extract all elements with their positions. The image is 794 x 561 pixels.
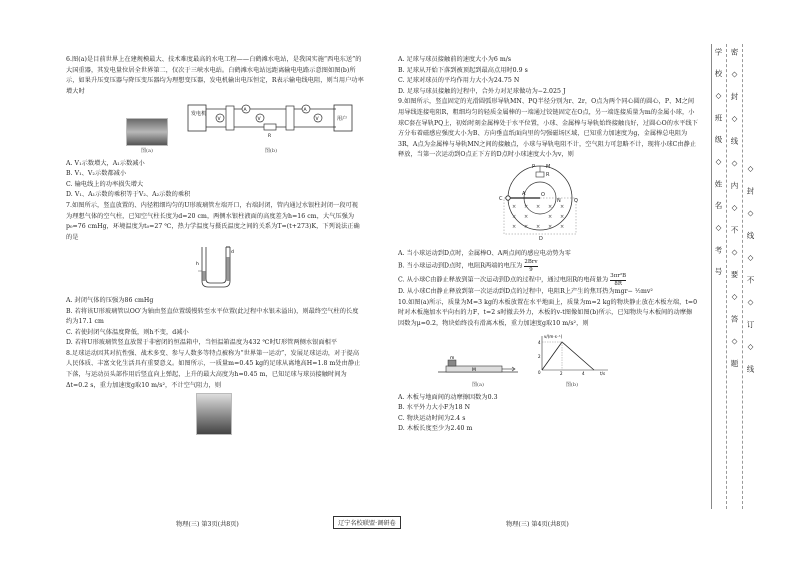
q7-option-d: D. 若将U形玻璃管竖直放置于非密闭的恒温箱中，当恒温箱温度为432 ℃时U形管两侧水银面相平 bbox=[66, 339, 338, 347]
vt-graph bbox=[532, 332, 612, 376]
q9-option-d-row bbox=[398, 287, 698, 298]
q10-fig-a-caption: 图(a) bbox=[471, 382, 485, 389]
svg-text:×: × bbox=[512, 223, 517, 230]
q8-figure bbox=[196, 393, 364, 435]
vt-origin: 0 bbox=[538, 369, 541, 375]
q10-option-a: A. 木板与地面间的动摩擦因数为0.3 bbox=[398, 393, 498, 401]
q8-stem: 8.足球运动因其对抗性强、战术多变、参与人数多等特点被称为“世界第一运动”，发展足球运动，对于提高人民体质、丰富文化生活具有重要意义。如图所示，一质量m=0.45 kg的足球从离地高H=1.8 m处由静止下落，与运动员头部作用后竖直向上弹起，上升的最大高度为h=0.45 m，已知足球与球员接触时间为Δt=0.2 s，重力加速度g取10 m/s²，不计空气阻力，则 bbox=[66, 349, 361, 389]
binding-text-line: ◇封◇线◇不◇订◇线 bbox=[746, 164, 755, 387]
q9-option-b-denominator: 9 bbox=[529, 266, 533, 273]
footer-page-3: 物理(三) 第3页(共8页) bbox=[176, 521, 239, 528]
svg-text:×: × bbox=[548, 213, 553, 220]
svg-text:V: V bbox=[257, 117, 261, 123]
label-p: P bbox=[532, 163, 536, 170]
q7-figure bbox=[196, 245, 364, 294]
q8-option-c: C. 足球对球员的平均作用力大小为24.75 N bbox=[398, 77, 520, 85]
binding-dash-2 bbox=[742, 44, 743, 509]
q9-option-b-numerator: 2Brv bbox=[524, 259, 538, 266]
right-column bbox=[398, 55, 698, 435]
label-small-m: m bbox=[450, 355, 455, 361]
q6-option-d: D. V₁、A₁示数的乘积等于V₂、A₂示数的乘积 bbox=[66, 191, 191, 199]
label-a: A bbox=[522, 190, 526, 197]
q9-option-d: D. 从小球C由静止释放到第一次运动到D点的过程中，电阻R上产生的焦耳热为mgr− bbox=[398, 288, 633, 296]
q10-option-b: B. 水平外力大小F为18 N bbox=[398, 404, 471, 412]
svg-text:×: × bbox=[536, 203, 541, 210]
svg-text:×: × bbox=[536, 223, 541, 230]
q6-option-a: A. V₁示数增大，A₁示数减小 bbox=[66, 159, 145, 167]
label-q: Q bbox=[574, 197, 578, 204]
label-n: N bbox=[557, 197, 561, 204]
footer-page-4: 物理(三) 第4页(共8页) bbox=[506, 521, 569, 528]
q9-option-b-fraction bbox=[524, 259, 537, 273]
q10-option-c: C. 物块运动时间为2.4 s bbox=[398, 414, 466, 422]
q10-option-d: D. 木板长度至少为2.40 m bbox=[398, 425, 473, 433]
q8-option-a: A. 足球与球员接触前的速度大小为6 m/s bbox=[398, 56, 512, 63]
q7-option-b: B. 若将该U形玻璃管以OO′为轴由竖直位置缓慢转至水平位置(此过程中水银未溢出)，则最终空气柱的长度约为17.1 cm bbox=[66, 307, 359, 326]
q6-stem: 6.图(a)是目前世界上在建规模最大、技术难度最高的水电工程——白鹤滩水电站，是我国实施“西电东送”的大国重器，其发电量位居全世界第二，仅次于三峡水电站。白鹤滩水电站远距离输电电路示意图如图(b)所示，如果升压变压器与降压变压器均为理想变压器，发电机输出电压恒定，R表示输电线电阻，则当用户功率增大时 bbox=[66, 56, 364, 95]
footer-brand: 辽宁名校联盟·调研卷 bbox=[333, 516, 401, 529]
q10-fig-b-caption: 图(b) bbox=[565, 382, 579, 389]
q7-option-a: A. 封闭气体的压强为86 cmHg bbox=[66, 296, 154, 304]
svg-text:V: V bbox=[217, 117, 221, 123]
q9-option-c-numerator: 3πr²B bbox=[610, 273, 627, 280]
svg-text:×: × bbox=[560, 223, 565, 230]
q6-fig-a bbox=[126, 118, 168, 157]
label-r: R bbox=[546, 171, 550, 178]
binding-text-warning: 密◇封◇线◇内◇不◇要◇答◇题 bbox=[730, 48, 739, 381]
q9-figure bbox=[498, 164, 698, 247]
football-player-photo bbox=[196, 393, 232, 435]
svg-text:×: × bbox=[560, 203, 565, 210]
q7-stem: 7.如图所示，竖直放置的、内径粗细均匀的U形玻璃管左端开口，右端封闭，管内通过水银柱封闭一段可视为理想气体的空气柱，已知空气柱长度为d=20 cm，两侧水银柱液面的高度差为h=16 cm，大气压强为p₀=76 cmHg，环境温度为t₀=27 ℃，热力学温度与摄氏温度之间的关系为T=(t+273)K，下列说法正确的是 bbox=[66, 201, 360, 241]
vt-x-tick-4: 4 bbox=[582, 370, 585, 376]
svg-text:V: V bbox=[315, 117, 319, 123]
q6-option-c: C. 输电线上的功率损失增大 bbox=[66, 180, 144, 188]
label-m: M bbox=[546, 163, 551, 170]
vt-y-tick-2: 2 bbox=[538, 353, 541, 359]
svg-text:×: × bbox=[524, 203, 529, 210]
q9-option-a: A. 当小球运动到D点时，金属棒O、A两点间的感应电动势为零 bbox=[398, 249, 571, 257]
vt-x-tick-2: 2 bbox=[560, 370, 563, 376]
label-big-m: M bbox=[472, 367, 476, 373]
left-column bbox=[66, 55, 364, 435]
q6-option-b: B. V₁、V₂示数都减小 bbox=[66, 170, 127, 178]
svg-text:A: A bbox=[243, 108, 247, 114]
q9-option-b-row bbox=[398, 259, 698, 273]
q6-fig-a-caption: 图(a) bbox=[140, 147, 154, 154]
q8-option-b: B. 足球从开始下落到被顶起到最高点用时0.9 s bbox=[398, 66, 528, 74]
svg-text:×: × bbox=[548, 223, 553, 230]
svg-text:×: × bbox=[524, 213, 529, 220]
u-tube-diagram bbox=[196, 245, 236, 289]
dam-photo bbox=[126, 118, 168, 146]
vt-x-axis-label: t/s bbox=[600, 370, 606, 376]
q10-figures bbox=[438, 332, 698, 391]
svg-text:×: × bbox=[512, 203, 517, 210]
block-board-diagram bbox=[438, 354, 518, 376]
q7-option-c: C. 若使封闭气体温度降低，则h不变，d减小 bbox=[66, 328, 189, 336]
q9-option-c-row bbox=[398, 273, 698, 287]
q6-figures bbox=[126, 101, 364, 156]
svg-text:×: × bbox=[512, 213, 517, 220]
q9-stem: 9.如图所示，竖直固定的光滑圆弧形导轨MN、PQ半径分别为r、2r，O点为两个同心圆的圆心，P、M之间用导线连接电阻R，粗细均匀的轻质金属棒的一端通过铰链固定在O点，另一端连接质量为m的金属小球，小球C套在导轨PQ上，初始时刻金属棒处于水平位置，小球、金属棒与导轨始终接触良好，过圆心O的水平线下方分布着磁感应强度大小为B、方向垂直纸面向里的匀强磁场区域，已知重力加速度为g，金属棒总电阻为3R，A点为金属棒与导轨MN之间的接触点，小球与导轨电阻不计，空气阻力可忽略不计，现将小球C由静止释放，当第一次运动到O点正下方的D点时小球速度大小为v，则 bbox=[398, 98, 698, 159]
label-d: D bbox=[539, 235, 543, 242]
q10-fig-a bbox=[438, 354, 518, 391]
q9-option-c-fraction bbox=[610, 273, 626, 287]
rail-magnetic-diagram bbox=[498, 164, 588, 242]
svg-text:R: R bbox=[268, 134, 272, 140]
user-label: 用户 bbox=[337, 116, 348, 123]
svg-text:×: × bbox=[560, 213, 565, 220]
svg-text:h: h bbox=[196, 262, 199, 268]
svg-text:×: × bbox=[548, 203, 553, 210]
circuit-diagram bbox=[186, 101, 356, 141]
q9-option-d-tail: ½mv² bbox=[634, 288, 653, 296]
q10-stem: 10.如图(a)所示，质量为M=3 kg的木板放置在水平地面上，质量为m=2 kg的物块静止放在木板左端，t=0时对木板施加水平向右的力F，t=2 s时撤去外力，木板的v-t图像如图(b)所示，已知物块与木板间的动摩擦因数为μ=0.2，物块始终没有滑离木板，重力加速度g取10 m/s²，则 bbox=[398, 298, 698, 327]
svg-text:A: A bbox=[303, 108, 307, 114]
label-c: C bbox=[499, 195, 503, 202]
q10-fig-b bbox=[532, 332, 612, 391]
q8-option-d: D. 足球与球员接触的过程中，合外力对足球做功为−2.025 J bbox=[398, 87, 566, 95]
q9-option-c-denominator: 8R bbox=[614, 280, 623, 287]
binding-dash-1 bbox=[726, 44, 727, 509]
q9-option-c: C. 从小球C由静止释放到第一次运动到D点的过程中，通过电阻R的电荷量为 bbox=[398, 276, 609, 284]
q6-fig-b bbox=[186, 101, 356, 156]
binding-text-info: 学校◇班级◇姓名◇考号 bbox=[714, 48, 723, 289]
vt-y-axis-label: v/(m·s⁻¹) bbox=[544, 333, 563, 339]
svg-text:d: d bbox=[231, 250, 234, 256]
vt-y-tick-4: 4 bbox=[538, 339, 541, 345]
label-o: O bbox=[541, 191, 545, 198]
binding-margin bbox=[711, 44, 756, 509]
q6-fig-b-caption: 图(b) bbox=[264, 147, 278, 154]
q9-option-b: B. 当小球运动到D点时，电阻R两端的电压为 bbox=[398, 262, 523, 270]
svg-text:×: × bbox=[524, 223, 529, 230]
generator-label: 发电机 bbox=[191, 111, 207, 118]
